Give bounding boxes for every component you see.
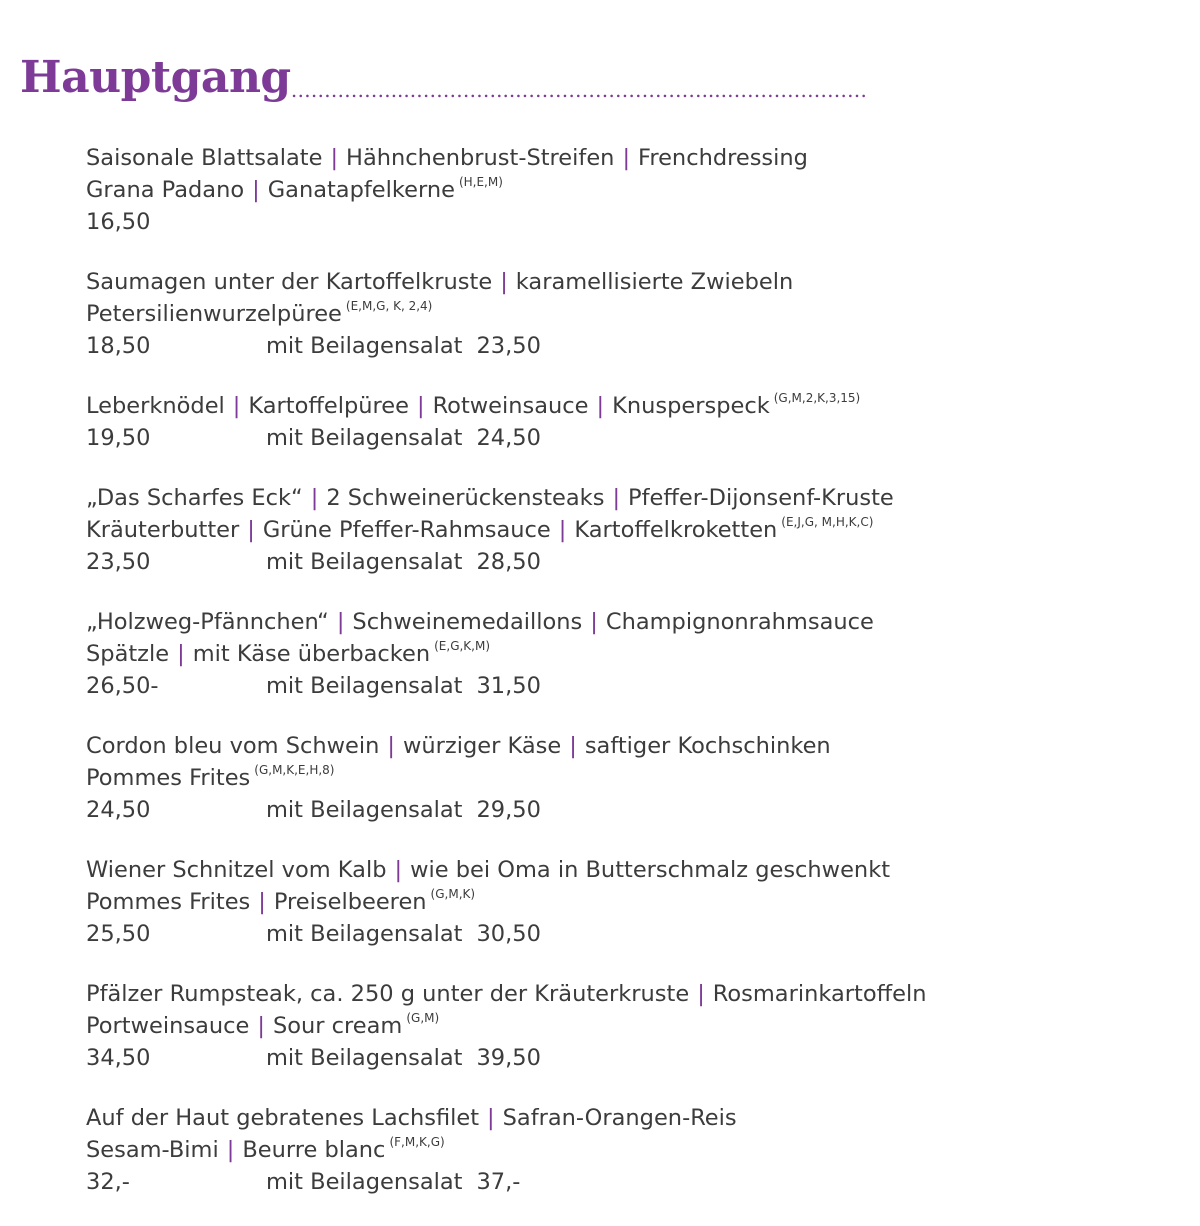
dish-description-line: [86, 978, 1176, 1010]
dish-item: [86, 482, 1176, 578]
side-salad-price: 23,50: [476, 333, 541, 359]
allergen-codes: (E,J,G, M,H,K,C): [781, 515, 874, 529]
dish-component: Preiselbeeren: [273, 889, 427, 915]
price-row: [86, 206, 1176, 238]
dish-component: Grüne Pfeffer-Rahmsauce: [262, 517, 551, 543]
dish-component: Grana Padano: [86, 177, 245, 203]
dish-component: Rotweinsauce: [432, 393, 589, 419]
side-salad-label: mit Beilagensalat: [266, 797, 463, 823]
dish-component: Champignonrahmsauce: [605, 609, 874, 635]
dish-price: 24,50: [86, 797, 151, 823]
allergen-codes: (G,M,2,K,3,15): [773, 391, 861, 405]
separator-bar: |: [258, 889, 266, 915]
allergen-codes: (G,M): [406, 1011, 440, 1025]
price-row: [86, 794, 1176, 826]
dish-component: Knusperspeck: [612, 393, 770, 419]
dish-component: Leberknödel: [86, 393, 225, 419]
separator-bar: |: [247, 517, 255, 543]
separator-bar: |: [336, 609, 345, 635]
dish-description-line: [86, 142, 1176, 174]
side-salad-price: 30,50: [476, 921, 541, 947]
dish-component: wie bei Oma in Butterschmalz geschwenkt: [410, 857, 891, 883]
dish-description-line: [86, 638, 1176, 670]
dish-component: würziger Käse: [403, 733, 562, 759]
separator-bar: |: [416, 393, 425, 419]
dish-list: [86, 142, 1176, 1226]
dish-description-line: [86, 730, 1176, 762]
price-row: [86, 670, 1176, 702]
dish-component: karamellisierte Zwiebeln: [515, 269, 794, 295]
dish-price: 32,-: [86, 1169, 130, 1195]
dish-description-line: [86, 854, 1176, 886]
dish-item: [86, 266, 1176, 362]
dish-price: 16,50: [86, 209, 151, 235]
dish-component: Safran-Orangen-Reis: [502, 1105, 737, 1131]
dish-component: Hähnchenbrust-Streifen: [346, 145, 615, 171]
price-row: [86, 1042, 1176, 1074]
separator-bar: |: [252, 177, 260, 203]
dish-description-line: [86, 174, 1176, 206]
dish-component: Pommes Frites: [86, 765, 251, 791]
dish-item: [86, 606, 1176, 702]
dish-description-line: [86, 1134, 1176, 1166]
price-row: [86, 1166, 1176, 1198]
dish-component: Beurre blanc: [242, 1137, 386, 1163]
dish-component: saftiger Kochschinken: [584, 733, 831, 759]
allergen-codes: (E,M,G, K, 2,4): [345, 299, 433, 313]
side-salad-label: mit Beilagensalat: [266, 549, 463, 575]
side-salad-label: mit Beilagensalat: [266, 1169, 463, 1195]
section-heading: [20, 52, 1000, 104]
side-salad-option: [266, 1042, 541, 1074]
separator-bar: |: [596, 393, 605, 419]
separator-bar: |: [590, 609, 598, 635]
dish-price: 23,50: [86, 549, 151, 575]
dish-component: „Das Scharfes Eck“: [86, 485, 303, 511]
dish-item: [86, 854, 1176, 950]
allergen-codes: (E,G,K,M): [434, 639, 491, 653]
dish-component: Sour cream: [272, 1013, 403, 1039]
dish-component: „Holzweg-Pfännchen“: [86, 609, 329, 635]
dish-description-line: [86, 1010, 1176, 1042]
dish-description-line: [86, 390, 1176, 422]
dish-item: [86, 978, 1176, 1074]
dish-component: Ganatapfelkerne: [267, 177, 455, 203]
side-salad-option: [266, 1166, 520, 1198]
dish-component: Auf der Haut gebratenes Lachsfilet: [86, 1105, 480, 1131]
separator-bar: |: [310, 485, 319, 511]
separator-bar: |: [387, 733, 395, 759]
dish-component: Wiener Schnitzel vom Kalb: [86, 857, 387, 883]
side-salad-price: 24,50: [476, 425, 541, 451]
side-salad-price: 39,50: [476, 1045, 541, 1071]
separator-bar: |: [500, 269, 508, 295]
side-salad-option: [266, 546, 541, 578]
side-salad-label: mit Beilagensalat: [266, 921, 463, 947]
dish-price: 26,50-: [86, 673, 159, 699]
section-title: Hauptgang: [20, 52, 291, 103]
side-salad-label: mit Beilagensalat: [266, 673, 463, 699]
allergen-codes: (H,E,M): [458, 175, 503, 189]
separator-bar: |: [697, 981, 705, 1007]
side-salad-label: mit Beilagensalat: [266, 333, 463, 359]
side-salad-price: 29,50: [476, 797, 541, 823]
dish-item: [86, 142, 1176, 238]
dish-item: [86, 1102, 1176, 1198]
allergen-codes: (G,M,K,E,H,8): [254, 763, 335, 777]
price-row: [86, 422, 1176, 454]
dish-description-line: [86, 762, 1176, 794]
separator-bar: |: [487, 1105, 495, 1131]
side-salad-option: [266, 918, 541, 950]
side-salad-label: mit Beilagensalat: [266, 425, 463, 451]
allergen-codes: (F,M,K,G): [389, 1135, 445, 1149]
separator-bar: |: [226, 1137, 235, 1163]
dish-component: Schweinemedaillons: [352, 609, 583, 635]
dish-component: Rosmarinkartoffeln: [712, 981, 927, 1007]
dish-price: 19,50: [86, 425, 151, 451]
dish-component: Kartoffelkroketten: [574, 517, 778, 543]
separator-bar: |: [394, 857, 403, 883]
side-salad-option: [266, 794, 541, 826]
price-row: [86, 330, 1176, 362]
side-salad-price: 28,50: [476, 549, 541, 575]
separator-bar: |: [558, 517, 567, 543]
separator-bar: |: [232, 393, 241, 419]
side-salad-option: [266, 670, 541, 702]
dish-component: Pfälzer Rumpsteak, ca. 250 g unter der Kräuterkruste: [86, 981, 690, 1007]
dish-description-line: [86, 266, 1176, 298]
dish-description-line: [86, 886, 1176, 918]
dish-description-line: [86, 298, 1176, 330]
separator-bar: |: [177, 641, 185, 667]
dish-component: Pommes Frites: [86, 889, 251, 915]
dish-component: Petersilienwurzelpüree: [86, 301, 342, 327]
dish-price: 34,50: [86, 1045, 151, 1071]
separator-bar: |: [612, 485, 621, 511]
separator-bar: |: [330, 145, 339, 171]
dish-component: Spätzle: [86, 641, 170, 667]
dish-item: [86, 730, 1176, 826]
dotted-leader: ……………....…………....………………………....…………………: [290, 80, 867, 102]
dish-component: Kartoffelpüree: [248, 393, 409, 419]
dish-component: Kräuterbutter: [86, 517, 240, 543]
side-salad-price: 31,50: [476, 673, 541, 699]
separator-bar: |: [257, 1013, 265, 1039]
side-salad-option: [266, 330, 541, 362]
price-row: [86, 918, 1176, 950]
separator-bar: |: [569, 733, 577, 759]
dish-price: 18,50: [86, 333, 151, 359]
allergen-codes: (G,M,K): [430, 887, 476, 901]
dish-component: 2 Schweinerückensteaks: [326, 485, 605, 511]
dish-price: 25,50: [86, 921, 151, 947]
side-salad-label: mit Beilagensalat: [266, 1045, 463, 1071]
dish-description-line: [86, 514, 1176, 546]
dish-component: Frenchdressing: [638, 145, 808, 171]
dish-component: Cordon bleu vom Schwein: [86, 733, 380, 759]
dish-component: Pfeffer-Dijonsenf-Kruste: [628, 485, 894, 511]
dish-description-line: [86, 606, 1176, 638]
dish-description-line: [86, 1102, 1176, 1134]
separator-bar: |: [622, 145, 631, 171]
dish-description-line: [86, 482, 1176, 514]
dish-component: Saumagen unter der Kartoffelkruste: [86, 269, 493, 295]
side-salad-option: [266, 422, 541, 454]
dish-item: [86, 390, 1176, 454]
side-salad-price: 37,-: [476, 1169, 521, 1195]
dish-component: mit Käse überbacken: [192, 641, 431, 667]
price-row: [86, 546, 1176, 578]
dish-component: Sesam-Bimi: [86, 1137, 219, 1163]
dish-component: Portweinsauce: [86, 1013, 250, 1039]
dish-component: Saisonale Blattsalate: [86, 145, 323, 171]
